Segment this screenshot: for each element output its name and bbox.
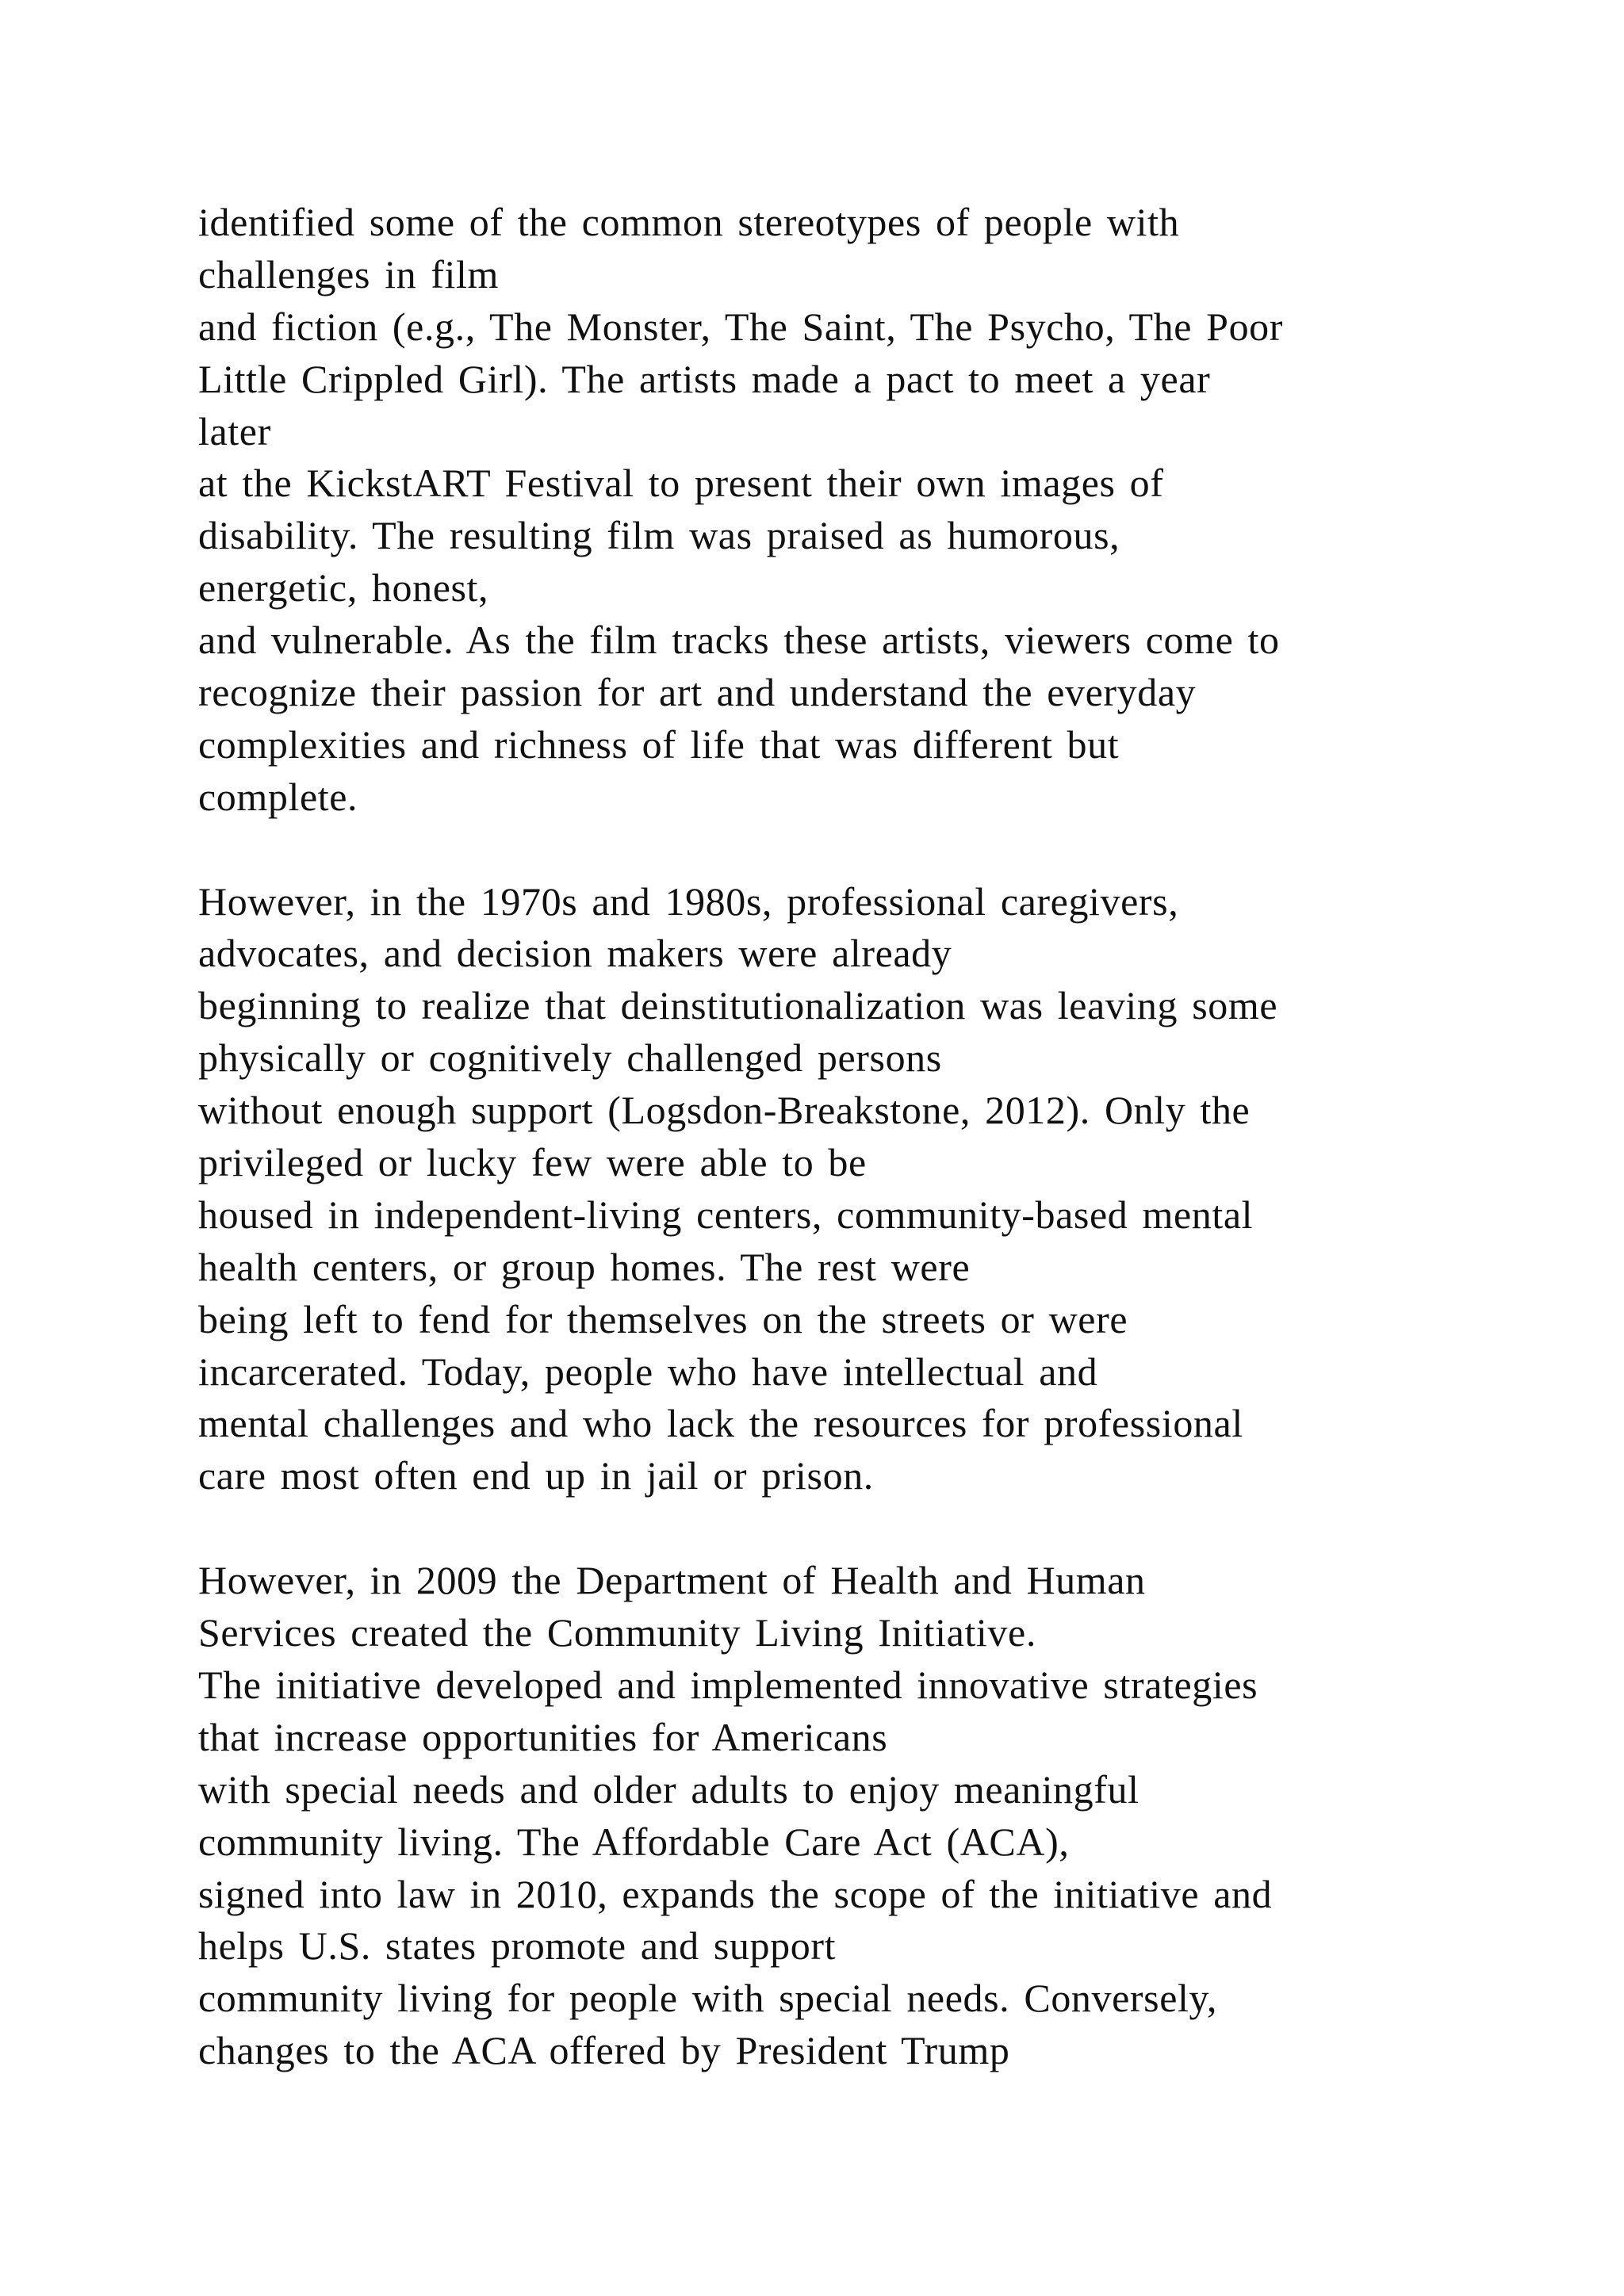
paragraph-3 xyxy=(198,1555,1546,2077)
text-line: identified some of the common stereotypes of people with xyxy=(198,200,1180,244)
text-line: challenges in film xyxy=(198,251,500,297)
text-line: disability. The resulting film was praised as humorous, xyxy=(198,513,1120,558)
text-line: and vulnerable. As the film tracks these artists, viewers come to xyxy=(198,618,1280,663)
text-line: care most often end up in jail or prison. xyxy=(198,1453,874,1498)
text-line: later xyxy=(198,408,271,453)
paragraph-1 xyxy=(198,197,1546,824)
text-line: that increase opportunities for Americans xyxy=(198,1714,888,1759)
text-line: helps U.S. states promote and support xyxy=(198,1923,837,1969)
text-line: Little Crippled Girl). The artists made a pact to meet a year xyxy=(198,356,1211,401)
text-line: The initiative developed and implemented innovative strategies xyxy=(198,1662,1258,1707)
text-line: mental challenges and who lack the resources for professional xyxy=(198,1401,1243,1446)
text-line: energetic, honest, xyxy=(198,565,489,610)
text-line: housed in independent-living centers, community-based mental xyxy=(198,1192,1254,1237)
paragraph-spacer xyxy=(198,824,1546,876)
text-line: complete. xyxy=(198,774,358,819)
text-line: However, in 2009 the Department of Health and Human xyxy=(198,1558,1146,1603)
text-line: recognize their passion for art and understand the everyday xyxy=(198,670,1197,715)
text-line: privileged or lucky few were able to be xyxy=(198,1140,867,1185)
text-line: with special needs and older adults to enjoy meaningful xyxy=(198,1766,1139,1812)
text-line: complexities and richness of life that was different but xyxy=(198,721,1120,767)
text-line: beginning to realize that deinstitutionalization was leaving some xyxy=(198,983,1278,1028)
text-line: and fiction (e.g., The Monster, The Saint, The Psycho, The Poor xyxy=(198,304,1284,349)
text-line: Services created the Community Living Initiative. xyxy=(198,1610,1036,1655)
text-line: However, in the 1970s and 1980s, professional caregivers, xyxy=(198,878,1179,924)
text-line: changes to the ACA offered by President Trump xyxy=(198,2028,1010,2073)
text-line: community living for people with special needs. Conversely, xyxy=(198,1976,1217,2021)
text-line: health centers, or group homes. The rest were xyxy=(198,1244,971,1289)
text-line: at the KickstART Festival to present their own images of xyxy=(198,461,1164,506)
text-line: without enough support (Logsdon-Breakstone, 2012). Only the xyxy=(198,1088,1251,1133)
body-text xyxy=(198,197,1546,2077)
paragraph-2 xyxy=(198,876,1546,1503)
text-line: community living. The Affordable Care Act (ACA), xyxy=(198,1819,1070,1864)
text-line: incarcerated. Today, people who have intellectual and xyxy=(198,1349,1098,1394)
text-line: physically or cognitively challenged persons xyxy=(198,1035,942,1081)
text-line: advocates, and decision makers were already xyxy=(198,931,952,976)
text-line: signed into law in 2010, expands the scope of the initiative and xyxy=(198,1871,1273,1916)
text-line: being left to fend for themselves on the streets or were xyxy=(198,1296,1128,1341)
paragraph-spacer xyxy=(198,1502,1546,1555)
